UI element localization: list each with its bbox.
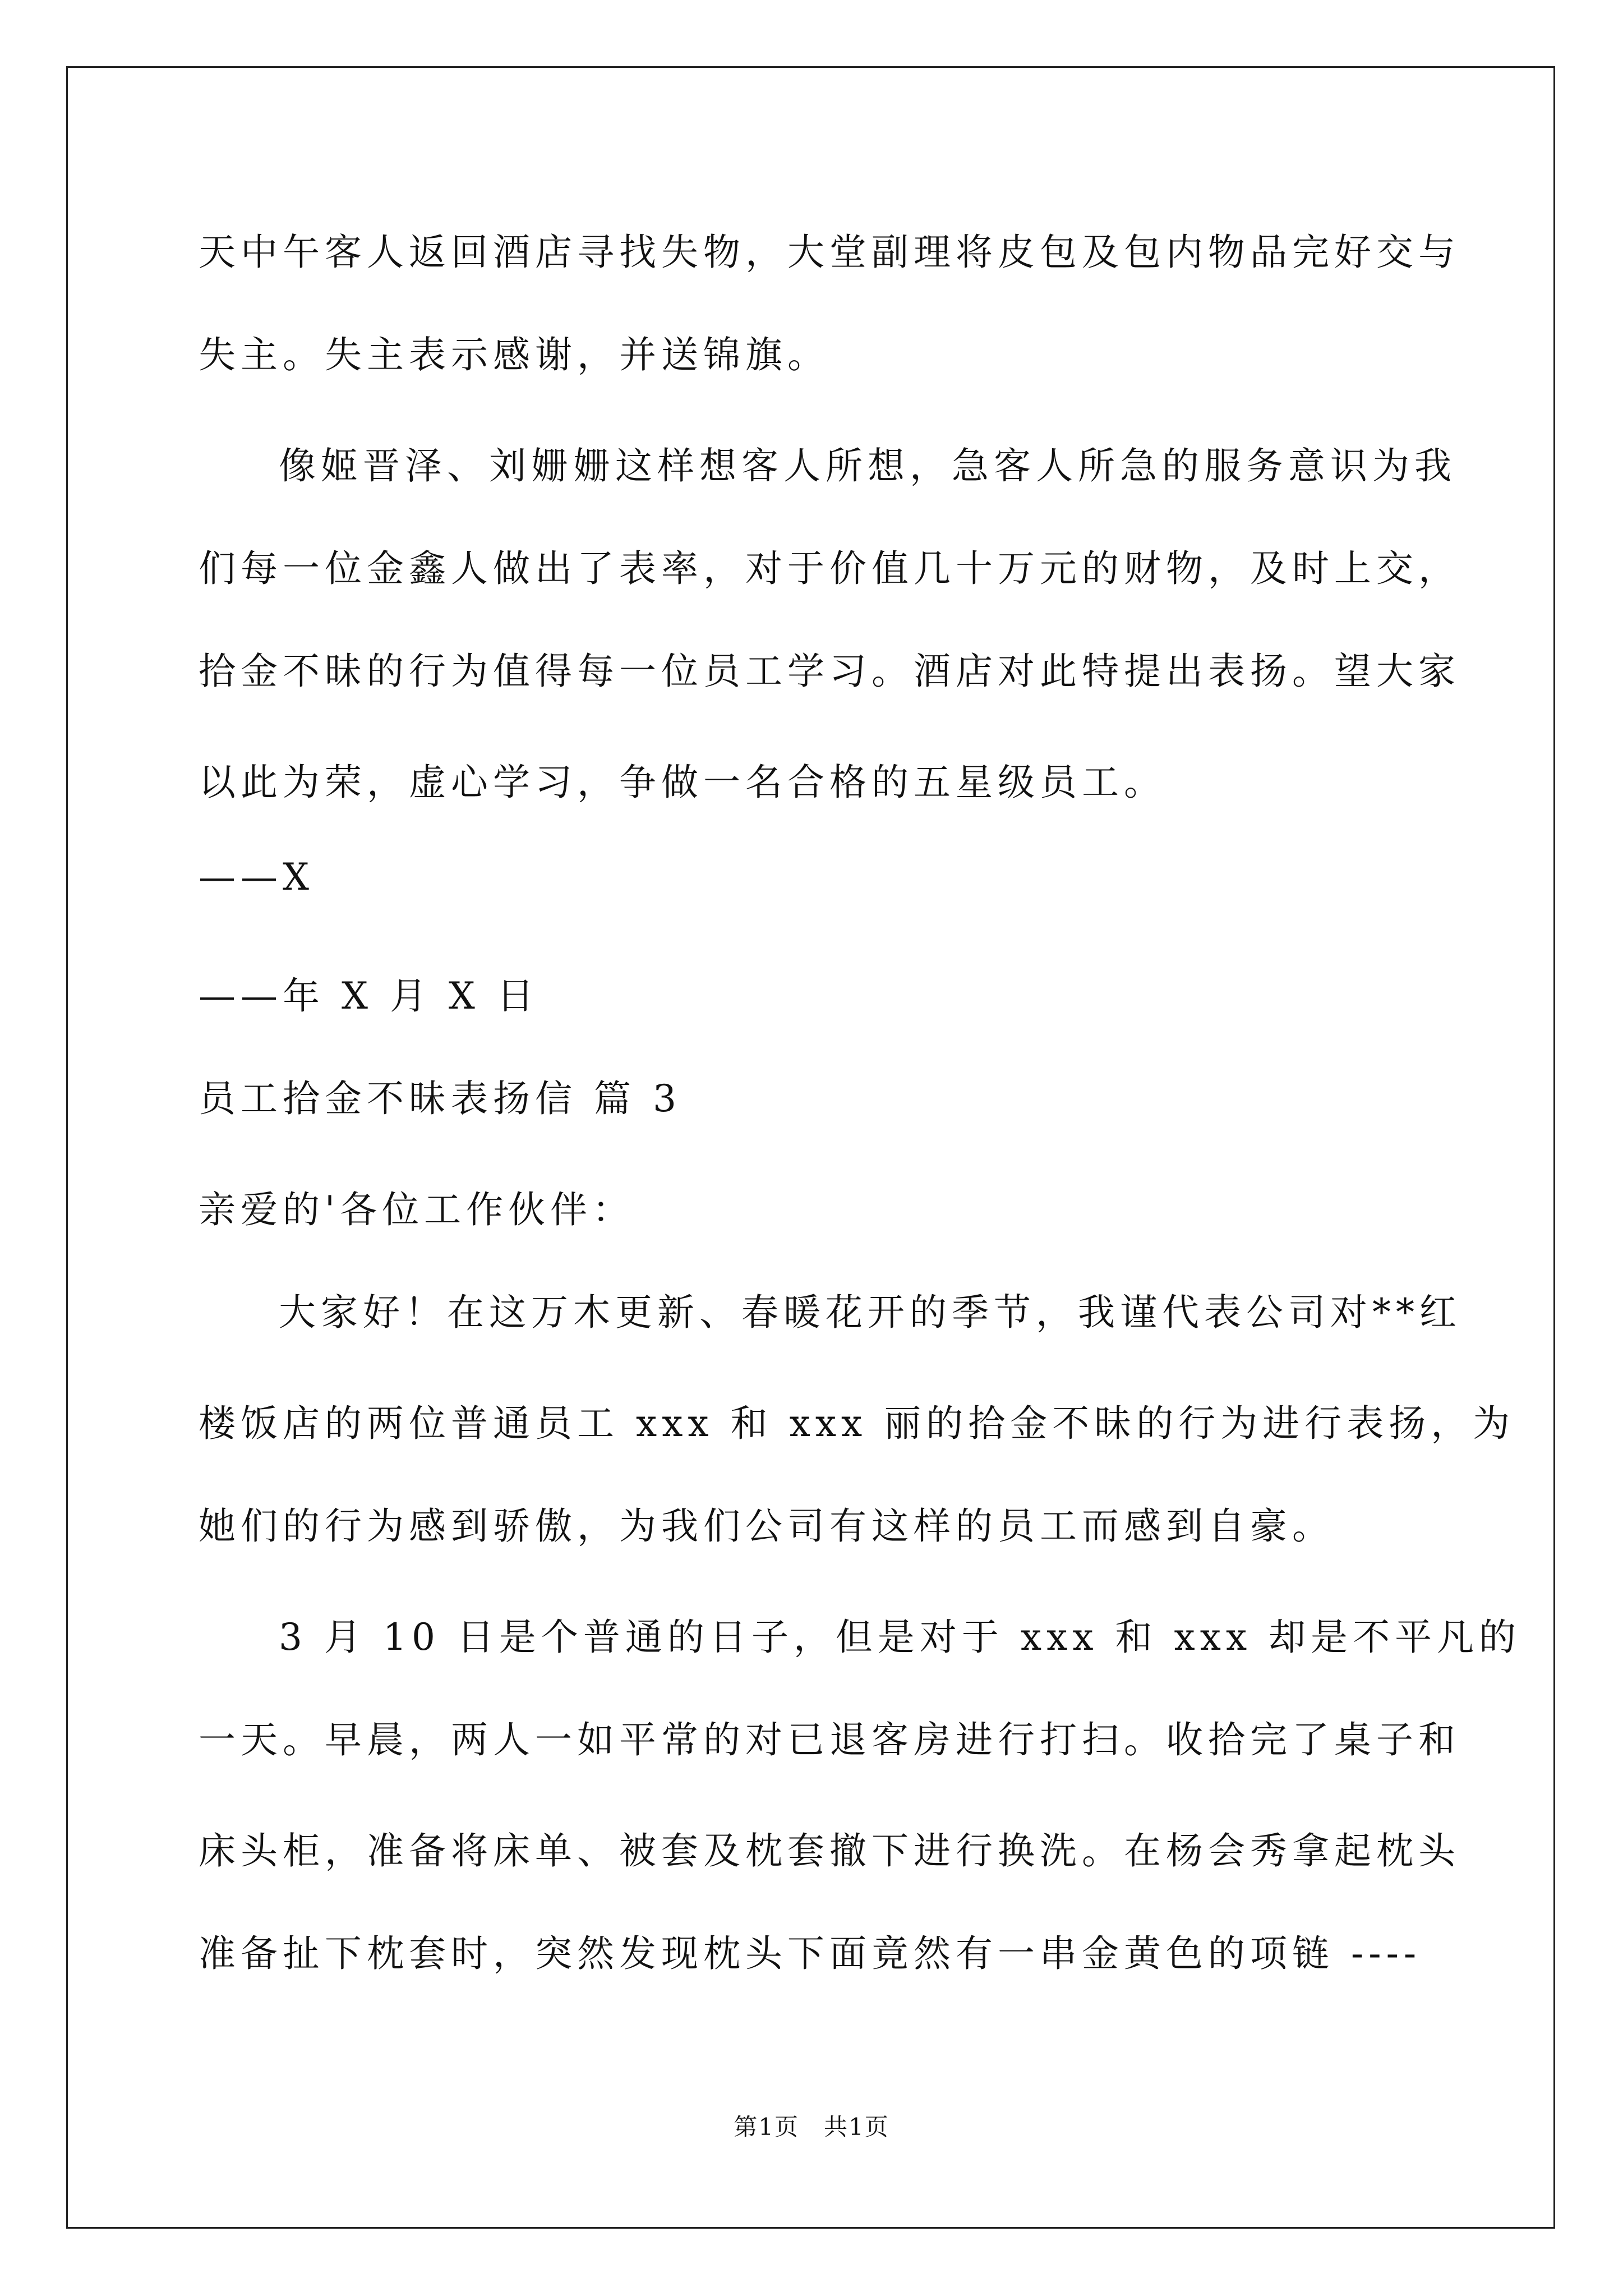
date-line: ——年 X 月 X 日 <box>199 974 539 1018</box>
body-line-10: 3 月 10 日是个普通的日子，但是对于 xxx 和 xxx 却是不平凡的 <box>279 1616 1521 1659</box>
body-line-8: 楼饭店的两位普通员工 xxx 和 xxx 丽的拾金不昧的行为进行表扬，为 <box>199 1402 1515 1445</box>
body-line-9: 她们的行为感到骄傲，为我们公司有这样的员工而感到自豪。 <box>199 1504 1334 1548</box>
salutation: 亲爱的'各位工作伙伴： <box>199 1188 635 1231</box>
body-line-4: 们每一位金鑫人做出了表率，对于价值几十万元的财物，及时上交， <box>199 547 1460 590</box>
signature-line: ——X <box>199 855 314 899</box>
body-line-2: 失主。失主表示感谢，并送锦旗。 <box>199 333 829 376</box>
body-line-7: 大家好！在这万木更新、春暖花开的季节，我谨代表公司对**红 <box>279 1291 1461 1334</box>
body-line-1: 天中午客人返回酒店寻找失物，大堂副理将皮包及包内物品完好交与 <box>199 231 1460 274</box>
body-line-5: 拾金不昧的行为值得每一位员工学习。酒店对此特提出表扬。望大家 <box>199 650 1460 693</box>
body-line-12: 床头柜，准备将床单、被套及枕套撤下进行换洗。在杨会秀拿起枕头 <box>199 1829 1460 1872</box>
body-line-13: 准备扯下枕套时，突然发现枕头下面竟然有一串金黄色的项链 ---- <box>199 1932 1422 1975</box>
body-line-6: 以此为荣，虚心学习，争做一名合格的五星级员工。 <box>199 761 1166 804</box>
body-line-3: 像姬晋泽、刘姗姗这样想客人所想，急客人所急的服务意识为我 <box>279 444 1456 487</box>
section-heading: 员工拾金不昧表扬信 篇 3 <box>199 1077 681 1120</box>
page-number: 第1页 共1页 <box>734 2113 889 2141</box>
page-border <box>66 66 1555 2229</box>
body-line-11: 一天。早晨，两人一如平常的对已退客房进行打扫。收拾完了桌子和 <box>199 1718 1460 1761</box>
